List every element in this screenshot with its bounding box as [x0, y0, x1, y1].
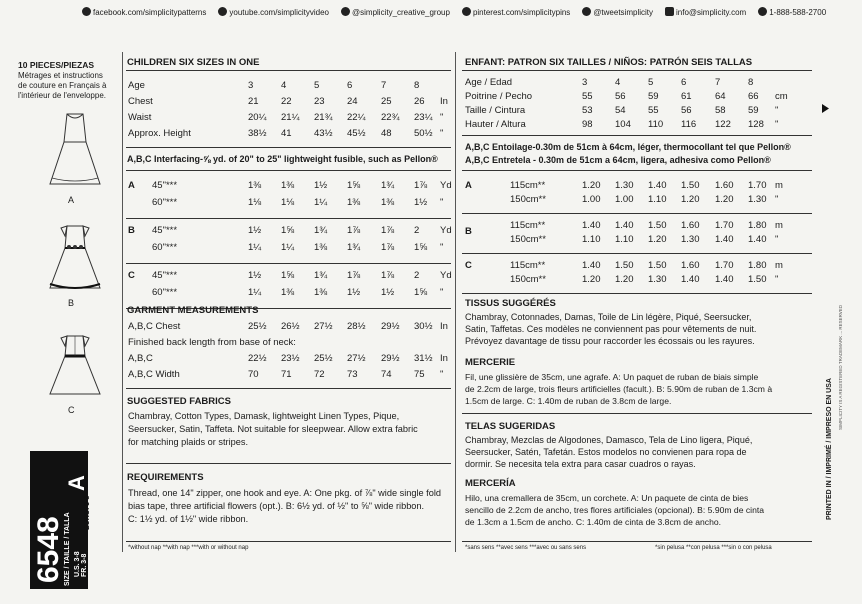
es-interfacing-2: A,B,C Entretela - 0.30m de 51cm a 64cm, ligera, adhesiva como Pellon® [465, 155, 771, 165]
yardage-value: 1½ [381, 287, 395, 298]
fr-yardage-width: 150cm** [510, 274, 546, 285]
garment-value: 25½ [248, 321, 267, 332]
yardage-value: 1⅞ [347, 270, 361, 281]
tissus-title: TISSUS SUGGÉRÉS [465, 298, 556, 309]
fr-yardage-value: 1.70 [715, 220, 734, 231]
fr-yardage-value: 1.40 [582, 260, 601, 271]
yardage-value: 1⅞ [414, 180, 428, 191]
rule [462, 135, 812, 136]
yardage-value: 1¼ [248, 287, 262, 298]
fr-yardage-value: 1.00 [615, 194, 634, 205]
merceria-line: de 1.3cm a 1.5cm de ancho. C: 1.40m de cinta de 3.8cm de ancho. [465, 517, 722, 527]
requirements-line: C: 1½ yd. of 1½" wide ribbon. [128, 514, 249, 524]
garment-label: A,B,C Width [128, 369, 180, 380]
fr-size-value: 3 [582, 77, 588, 88]
yardage-view: A [128, 180, 135, 191]
size-value: 25 [381, 96, 392, 107]
garment-value: 73 [347, 369, 358, 380]
fr-yardage-width: 115cm** [510, 180, 546, 191]
garment-value: 27½ [314, 321, 333, 332]
fr-size-value: 56 [615, 91, 626, 102]
merceria-title: MERCERÍA [465, 478, 516, 489]
yardage-value: 1⅜ [347, 197, 361, 208]
garment-value: 31½ [414, 353, 433, 364]
telas-line: dormir. Se necesita tela extra para casar cuadros o rayas. [465, 459, 696, 469]
yardage-unit: " [440, 197, 444, 208]
size-value: 22¼ [347, 112, 366, 123]
pattern-number: 6548 [32, 516, 65, 583]
fr-yardage-value: 1.20 [582, 180, 601, 191]
yardage-value: 1⅜ [248, 180, 262, 191]
garment-value: 74 [381, 369, 392, 380]
garment-value: 29½ [381, 321, 400, 332]
fr-yardage-value: 1.10 [648, 194, 667, 205]
fr-yardage-value: 1.40 [715, 274, 734, 285]
fr-size-value: 61 [681, 91, 692, 102]
fr-yardage-value: 1.50 [748, 274, 767, 285]
yardage-value: 1⅜ [281, 180, 295, 191]
fr-size-value: 56 [681, 105, 692, 116]
garment-value: 75 [414, 369, 425, 380]
yardage-value: 1⅛ [248, 197, 262, 208]
size-fr: FR. 3-8 [81, 553, 88, 577]
view-a-label: A [68, 195, 75, 205]
es-footnote: *sin pelusa **con pelusa ***sin o con pelusa [655, 545, 772, 551]
garment-label: A,B,C Chest [128, 321, 181, 332]
fr-yardage-width: 115cm** [510, 260, 546, 271]
fr-yardage-value: 1.40 [715, 234, 734, 245]
fr-size-value: 122 [715, 119, 731, 130]
social-text: 1-888-588-2700 [769, 8, 827, 17]
garment-label: Finished back length from base of neck: [128, 337, 296, 348]
yardage-value: 1⅝ [281, 225, 295, 236]
size-row-label: Chest [128, 96, 153, 107]
garment-unit: In [440, 321, 448, 332]
fr-size-value: 59 [648, 91, 659, 102]
fr-yardage-width: 150cm** [510, 234, 546, 245]
fr-size-value: 8 [748, 77, 754, 88]
pieces-count: 10 PIECES/PIEZAS [18, 60, 95, 70]
fr-size-value: 116 [681, 119, 697, 130]
size-row-label: Age [128, 80, 145, 91]
fr-yardage-value: 1.30 [748, 194, 767, 205]
yardage-value: 1⅛ [281, 197, 295, 208]
fr-yardage-value: 1.50 [648, 260, 667, 271]
size-value: 22 [281, 96, 292, 107]
fr-yardage-value: 1.60 [715, 180, 734, 191]
fabrics-line: Seersucker, Satin, Taffeta. Not suitable for sleepwear. Allow extra fabric [128, 424, 418, 434]
yardage-view: C [128, 270, 135, 281]
yardage-value: 1⅜ [281, 287, 295, 298]
garment-value: 27½ [347, 353, 366, 364]
size-us: U.S. 3-8 [74, 551, 81, 577]
fr-interfacing-1: A,B,C Entoilage-0.30m de 51cm à 64cm, léger, thermocollant tel que Pellon® [465, 142, 791, 152]
yardage-value: 1¾ [347, 242, 361, 253]
yardage-value: 1⅜ [314, 242, 328, 253]
yardage-value: 1⅞ [381, 225, 395, 236]
size-value: 21¼ [281, 112, 300, 123]
yardage-unit: Yd [440, 225, 452, 236]
tissus-line: Prévoyez davantage de tissu pour raccorder les écossais ou les rayures. [465, 336, 755, 346]
fr-footnote: *sans sens **avec sens ***avec ou sans sens [465, 545, 587, 551]
fabrics-line: Chambray, Cotton Types, Damask, lightweight Linen Types, Pique, [128, 411, 400, 421]
fr-size-value: 58 [715, 105, 726, 116]
size-unit: In [440, 96, 448, 107]
fr-yardage-unit: m [775, 220, 783, 231]
garment-value: 26½ [281, 321, 300, 332]
requirements-line: Thread, one 14" zipper, one hook and eye. A: One pkg. of ⅞" wide single fold [128, 488, 441, 498]
size-value: 23¼ [414, 112, 433, 123]
social-text: facebook.com/simplicitypatterns [93, 8, 207, 17]
fr-size-unit: " [775, 105, 779, 116]
yardage-value: 1½ [347, 287, 361, 298]
fr-size-value: 7 [715, 77, 721, 88]
fr-size-unit: cm [775, 91, 788, 102]
fr-size-value: 59 [748, 105, 759, 116]
view-c-label: C [68, 405, 75, 415]
fr-size-value: 98 [582, 119, 593, 130]
fr-size-value: 53 [582, 105, 593, 116]
size-value: 21¾ [314, 112, 333, 123]
size-value: 38½ [248, 128, 267, 139]
fr-size-value: 104 [615, 119, 631, 130]
fr-yardage-value: 1.20 [615, 274, 634, 285]
yardage-value: 1¼ [248, 242, 262, 253]
garment-value: 29½ [381, 353, 400, 364]
fr-size-value: 55 [648, 105, 659, 116]
size-row-label: Approx. Height [128, 128, 191, 139]
mercerie-line: Fil, une glissière de 35cm, une agrafe. A: Un paquet de ruban de biais simple [465, 372, 759, 382]
yardage-value: 1⅝ [347, 180, 361, 191]
fr-yardage-value: 1.40 [615, 220, 634, 231]
mercerie-title: MERCERIE [465, 357, 516, 368]
fr-yardage-unit: " [775, 234, 779, 245]
en-title: CHILDREN SIX SIZES IN ONE [127, 57, 260, 68]
yardage-value: 1½ [414, 197, 428, 208]
size-value: 21 [248, 96, 259, 107]
telas-line: Seersucker, Satén, Tafetán. Estos modelos no convienen para ropa de [465, 447, 747, 457]
social-text: pinterest.com/simplicitypins [472, 8, 571, 17]
garment-value: 25½ [314, 353, 333, 364]
size-value: 7 [381, 80, 387, 91]
size-unit: " [440, 128, 444, 139]
fr-yardage-value: 1.60 [681, 220, 700, 231]
rule [462, 413, 812, 414]
fr-yardage-unit: " [775, 274, 779, 285]
garment-value: 72 [314, 369, 325, 380]
size-value: 43½ [314, 128, 333, 139]
rule [462, 170, 812, 171]
fr-yardage-value: 1.50 [615, 260, 634, 271]
size-value: 22¾ [381, 112, 400, 123]
fabrics-line: for matching plaids or stripes. [128, 437, 248, 447]
yardage-unit: Yd [440, 180, 452, 191]
fabrics-title: SUGGESTED FABRICS [127, 396, 231, 407]
fr-yardage-value: 1.10 [615, 234, 634, 245]
printed-in: PRINTED IN / IMPRIMÉ / IMPRESO EN USA [826, 378, 833, 520]
yardage-value: 1¼ [281, 242, 295, 253]
yardage-unit: Yd [440, 270, 452, 281]
fr-yardage-width: 115cm** [510, 220, 546, 231]
rule [462, 70, 812, 71]
yardage-unit: " [440, 287, 444, 298]
yardage-value: 1¾ [314, 270, 328, 281]
size-value: 50½ [414, 128, 433, 139]
fr-yardage-value: 1.40 [681, 274, 700, 285]
fr-size-value: 4 [615, 77, 621, 88]
fr-yardage-value: 1.30 [615, 180, 634, 191]
size-value: 5 [314, 80, 320, 91]
fr-size-value: 6 [681, 77, 687, 88]
size-value: 8 [414, 80, 420, 91]
yardage-value: 1⅜ [314, 287, 328, 298]
size-value: 41 [281, 128, 292, 139]
size-euro: EURO. 3-8 [84, 495, 91, 530]
fr-yardage-unit: " [775, 194, 779, 205]
yardage-value: 1½ [248, 270, 262, 281]
yardage-width: 60"*** [152, 197, 178, 208]
tissus-line: Chambray, Cotonnades, Damas, Toile de Lin légère, Piqué, Seersucker, [465, 312, 752, 322]
garment-value: 70 [248, 369, 259, 380]
garment-value: 22½ [248, 353, 267, 364]
yardage-width: 45"*** [152, 270, 178, 281]
fr-size-unit: " [775, 119, 779, 130]
yardage-value: 1⅞ [347, 225, 361, 236]
fr-yardage-value: 1.30 [681, 234, 700, 245]
fr-yardage-value: 1.40 [748, 234, 767, 245]
fr-yardage-value: 1.50 [681, 180, 700, 191]
fr-yardage-value: 1.70 [748, 180, 767, 191]
fr-size-label: Age / Edad [465, 77, 513, 88]
yardage-unit: " [440, 242, 444, 253]
fr-title: ENFANT: PATRON SIX TAILLES / NIÑOS: PATRÓN SEIS TALLAS [465, 57, 753, 68]
fr-yardage-value: 1.80 [748, 260, 767, 271]
fr-size-label: Hauter / Altura [465, 119, 526, 130]
rule [462, 253, 812, 254]
telas-title: TELAS SUGERIDAS [465, 421, 556, 432]
yardage-width: 45"*** [152, 225, 178, 236]
social-text: info@simplicity.com [676, 8, 747, 17]
yardage-value: 1¾ [381, 180, 395, 191]
fr-yardage-value: 1.50 [648, 220, 667, 231]
en-footnote: *without nap **with nap ***with or without nap [128, 545, 249, 551]
yardage-value: 1⅝ [281, 270, 295, 281]
yardage-value: 2 [414, 225, 420, 236]
yardage-width: 60"*** [152, 242, 178, 253]
garment-value: 28½ [347, 321, 366, 332]
fr-yardage-value: 1.10 [582, 234, 601, 245]
size-row-label: Waist [128, 112, 152, 123]
telas-line: Chambray, Mezclas de Algodones, Damasco, Tela de Lino ligera, Piqué, [465, 435, 753, 445]
fr-yardage-view: A [465, 180, 472, 191]
fr-yardage-unit: m [775, 260, 783, 271]
pieces-fr-line3: l'intérieur de l'enveloppe. [18, 91, 106, 100]
mercerie-line: 1.5cm de large. C: 1.40m de ruban de 3.8cm de large. [465, 396, 672, 406]
size-value: 26 [414, 96, 425, 107]
fr-yardage-value: 1.20 [582, 274, 601, 285]
yardage-value: 1½ [248, 225, 262, 236]
fr-size-label: Poitrine / Pecho [465, 91, 533, 102]
garment-label: A,B,C [128, 353, 153, 364]
en-interfacing: A,B,C Interfacing-⅝ yd. of 20" to 25" lightweight fusible, such as Pellon® [127, 154, 438, 164]
fr-size-value: 66 [748, 91, 759, 102]
merceria-line: Hilo, una cremallera de 35cm, un corchete. A: Un paquete de cinta de bies [465, 493, 749, 503]
fr-yardage-view: C [465, 260, 472, 271]
yardage-value: 1⅞ [381, 242, 395, 253]
garment-value: 30½ [414, 321, 433, 332]
fr-size-value: 55 [582, 91, 593, 102]
yardage-value: 1¾ [314, 225, 328, 236]
fr-yardage-value: 1.20 [648, 234, 667, 245]
yardage-value: 2 [414, 270, 420, 281]
tissus-line: Satin, Taffetas. Ces modèles ne conviennent pas pour vêtements de nuit. [465, 324, 757, 334]
fr-yardage-width: 150cm** [510, 194, 546, 205]
fr-yardage-value: 1.30 [648, 274, 667, 285]
fr-yardage-value: 1.60 [681, 260, 700, 271]
fr-yardage-value: 1.00 [582, 194, 601, 205]
fr-size-value: 5 [648, 77, 654, 88]
rule [462, 213, 812, 214]
size-value: 3 [248, 80, 254, 91]
size-value: 20¼ [248, 112, 267, 123]
requirements-title: REQUIREMENTS [127, 472, 204, 483]
yardage-width: 45"*** [152, 180, 178, 191]
social-text: @tweetsimplicity [593, 8, 653, 17]
garment-value: 23½ [281, 353, 300, 364]
size-value: 4 [281, 80, 287, 91]
fr-yardage-value: 1.20 [715, 194, 734, 205]
fr-size-value: 128 [748, 119, 764, 130]
social-text: @simplicity_creative_group [352, 8, 450, 17]
size-letter: A [64, 475, 89, 491]
yardage-value: 1¼ [314, 197, 328, 208]
size-value: 6 [347, 80, 353, 91]
yardage-value: 1½ [314, 180, 328, 191]
yardage-view: B [128, 225, 135, 236]
fr-size-value: 64 [715, 91, 726, 102]
fr-yardage-value: 1.40 [582, 220, 601, 231]
pieces-fr-line1: Métrages et instructions [18, 71, 103, 80]
size-value: 48 [381, 128, 392, 139]
rule [462, 541, 812, 542]
fr-yardage-value: 1.80 [748, 220, 767, 231]
view-b-label: B [68, 298, 75, 308]
garment-unit: " [440, 369, 444, 380]
fr-yardage-value: 1.20 [681, 194, 700, 205]
merceria-line: sencillo de 2.2cm de ancho, tres flores artificiales (opcional). B: 5.90m de cinta [465, 505, 765, 515]
size-value: 24 [347, 96, 358, 107]
trademark-text: SIMPLICITY IS A REGISTERED TRADEMARK ... RESERVED [838, 304, 843, 430]
size-unit: " [440, 112, 444, 123]
fr-yardage-unit: m [775, 180, 783, 191]
requirements-line: bias tape, three artificial flowers (opt.). B: 6½ yd. of ½" to ⅝" wide ribbon. [128, 501, 425, 511]
fr-yardage-value: 1.40 [648, 180, 667, 191]
fr-yardage-view: B [465, 226, 472, 237]
fr-size-value: 110 [648, 119, 664, 130]
size-value: 45½ [347, 128, 366, 139]
size-label: SIZE / TAILLE / TALLA [64, 512, 71, 586]
pieces-fr-line2: de couture en Français à [18, 81, 107, 90]
yardage-value: 1⅝ [414, 287, 428, 298]
fr-size-value: 54 [615, 105, 626, 116]
yardage-value: 1⅜ [381, 197, 395, 208]
social-text: youtube.com/simplicityvideo [229, 8, 329, 17]
garment-title: GARMENT MEASUREMENTS [127, 305, 259, 316]
yardage-value: 1⅝ [414, 242, 428, 253]
yardage-width: 60"*** [152, 287, 178, 298]
yardage-value: 1⅞ [381, 270, 395, 281]
garment-unit: In [440, 353, 448, 364]
fr-yardage-value: 1.70 [715, 260, 734, 271]
size-value: 23 [314, 96, 325, 107]
mercerie-line: de 2.2cm de large, trois fleurs artificielles (facult.). B: 5.90m de ruban de 1.3cm à [465, 384, 773, 394]
fr-size-label: Taille / Cintura [465, 105, 526, 116]
rule [462, 293, 812, 294]
garment-value: 71 [281, 369, 292, 380]
